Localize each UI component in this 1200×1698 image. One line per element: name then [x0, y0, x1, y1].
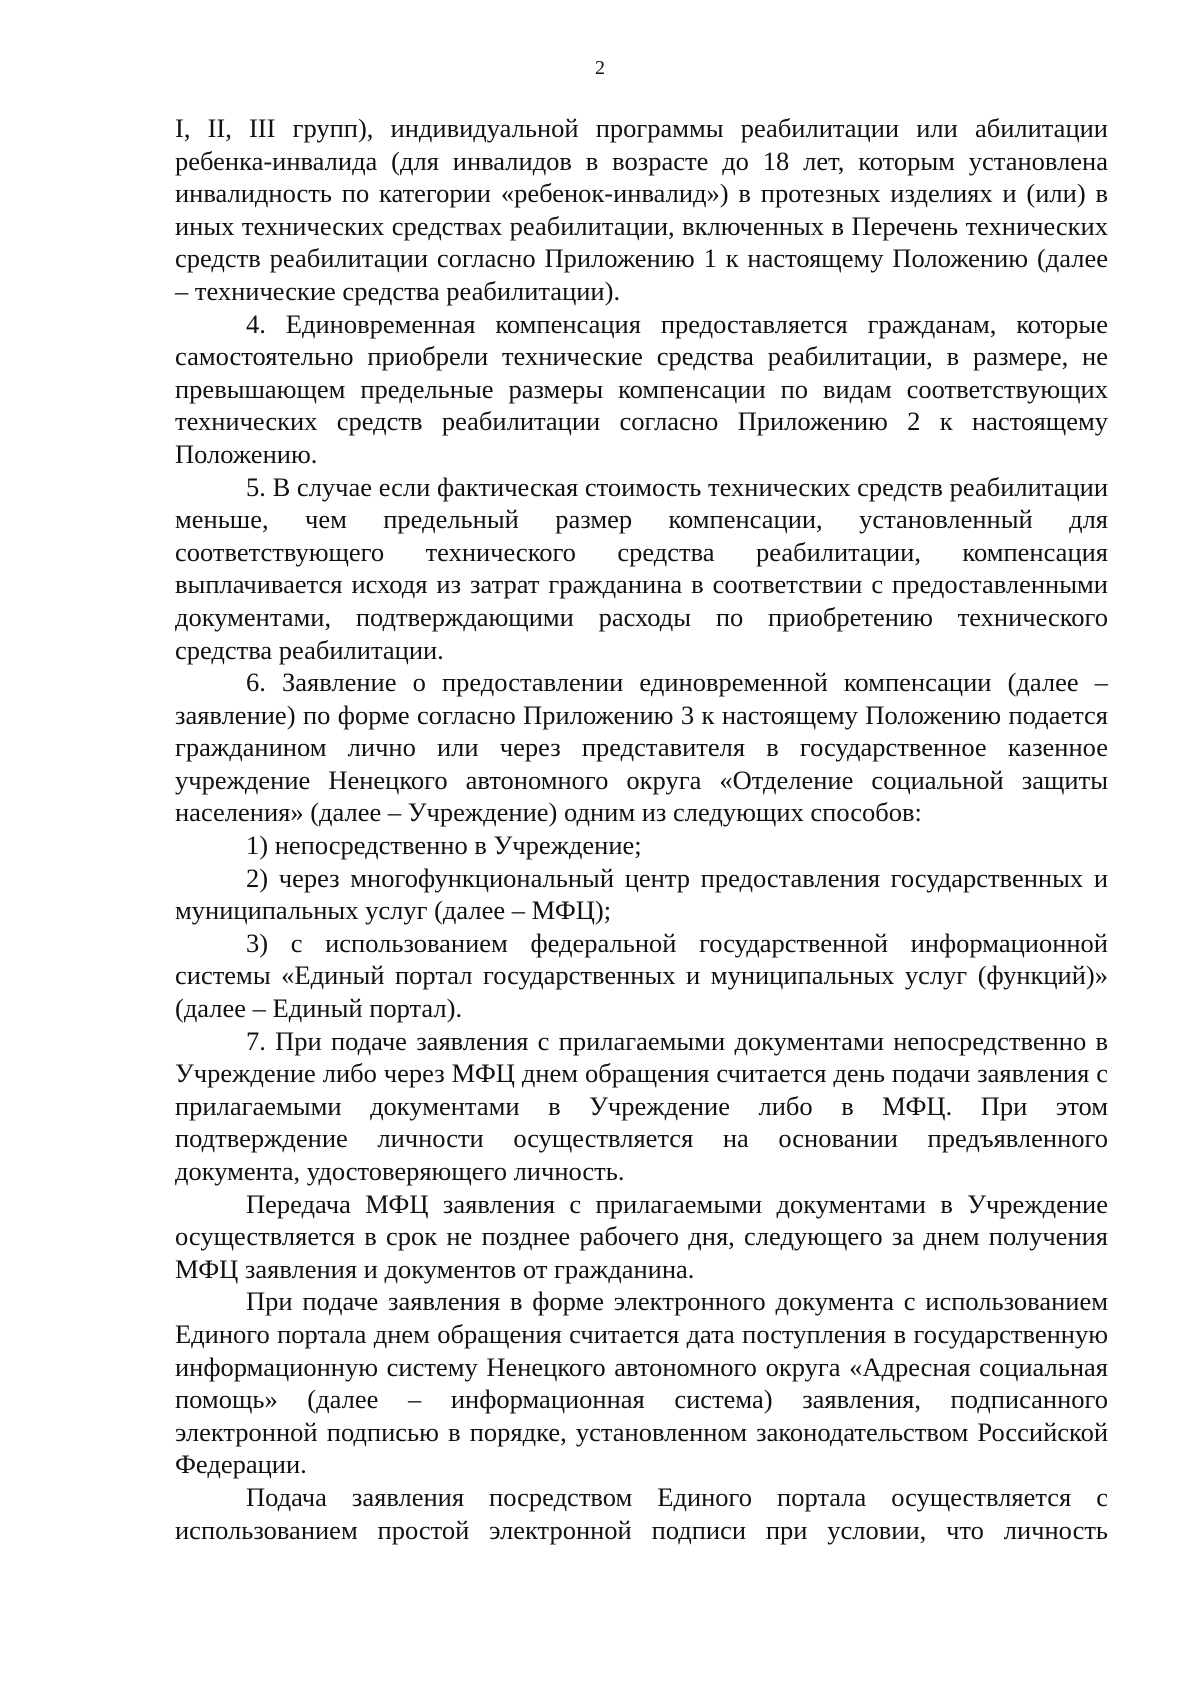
page-number: 2 [595, 57, 605, 79]
list-item-3: 3) с использованием федеральной государственной информационной системы «Единый портал государственных и муниципальных услуг (функций)» (далее – Единый портал). [175, 927, 1108, 1024]
document-body [175, 112, 1108, 1546]
paragraph-item-5: 5. В случае если фактическая стоимость технических средств реабилитации меньше, чем предельный размер компенсации, установленный для соответствующего технического средства реабилитации, компенсация выплачивается исходя из затрат гражданина в соответствии с предоставленными документами, подтверждающими расходы по приобретению технического средства реабилитации. [175, 471, 1108, 665]
paragraph-item-4: 4. Единовременная компенсация предоставляется гражданам, которые самостоятельно приобрели технические средства реабилитации, в размере, не превышающем предельные размеры компенсации по видам соответствующих технических средств реабилитации согласно Приложению 2 к настоящему Положению. [175, 308, 1108, 469]
paragraph-simple-signature: Подача заявления посредством Единого портала осуществляется с использованием простой электронной подписи при условии, что личность [175, 1481, 1108, 1545]
paragraph-item-7: 7. При подаче заявления с прилагаемыми документами непосредственно в Учреждение либо через МФЦ днем обращения считается день подачи заявления с прилагаемыми документами в Учреждение либо в МФЦ. При этом подтверждение личности осуществляется на основании предъявленного документа, удостоверяющего личность. [175, 1025, 1108, 1186]
paragraph-continuation: I, II, III групп), индивидуальной программы реабилитации или абилитации ребенка-инвалида (для инвалидов в возрасте до 18 лет, которым установлена инвалидность по категории «ребенок-инвалид») в протезных изделиях и (или) в иных технических средствах реабилитации, включенных в Перечень технических средств реабилитации согласно Приложению 1 к настоящему Положению (далее – технические средства реабилитации). [175, 113, 1108, 306]
paragraph-item-6: 6. Заявление о предоставлении единовременной компенсации (далее – заявление) по форме согласно Приложению 3 к настоящему Положению подается гражданином лично или через представителя в государственное казенное учреждение Ненецкого автономного округа «Отделение социальной защиты населения» (далее – Учреждение) одним из следующих способов: [175, 667, 1108, 828]
paragraph-mfc-transfer: Передача МФЦ заявления с прилагаемыми документами в Учреждение осуществляется в срок не позднее рабочего дня, следующего за днем получения МФЦ заявления и документов от гражданина. [175, 1188, 1108, 1284]
list-item-1: 1) непосредственно в Учреждение; [246, 830, 642, 861]
list-item-2: 2) через многофункциональный центр предоставления государственных и муниципальных услуг (далее – МФЦ); [175, 862, 1108, 926]
paragraph-electronic-submission: При подаче заявления в форме электронного документа с использованием Единого портала днем обращения считается дата поступления в государственную информационную систему Ненецкого автономного округа «Адресная социальная помощь» (далее – информационная система) заявления, подписанного электронной подписью в порядке, установленном законодательством Российской Федерации. [175, 1286, 1108, 1480]
